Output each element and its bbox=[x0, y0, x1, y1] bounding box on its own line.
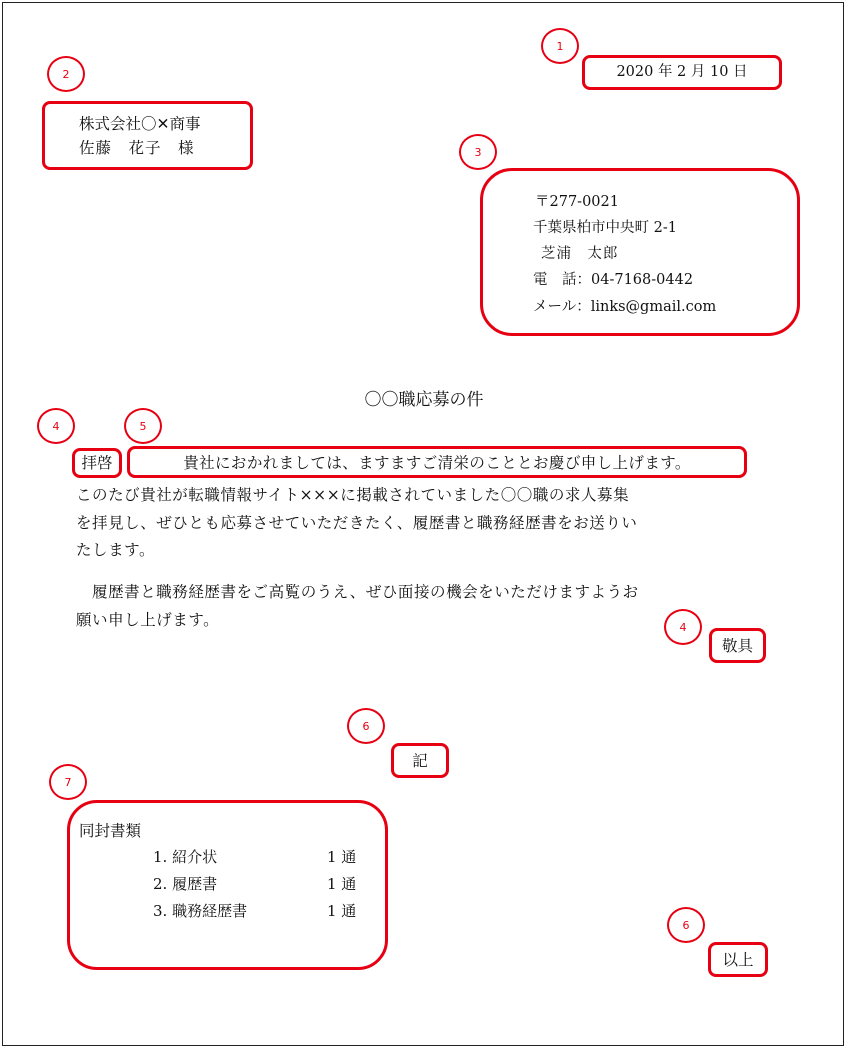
marker-4-closing: 4 bbox=[664, 609, 702, 645]
marker-6-ki: 6 bbox=[347, 708, 385, 744]
marker-5: 5 bbox=[124, 408, 162, 444]
paragraph2-line: 願い申し上げます。 bbox=[76, 611, 220, 629]
sender-phone: 電 話：04-7168-0442 bbox=[533, 272, 694, 288]
sender-name: 芝浦 太郎 bbox=[541, 246, 619, 262]
greeting-text: 貴社におかれましては、ますますご清栄のこととお慶び申し上げます。 bbox=[183, 454, 691, 472]
letter-subject: 〇〇職応募の件 bbox=[364, 390, 484, 410]
marker-7: 7 bbox=[49, 764, 87, 800]
sender-email: メール：links@gmail.com bbox=[533, 299, 717, 315]
paragraph1-line: このたび貴社が転職情報サイト×××に掲載されていました〇〇職の求人募集 bbox=[76, 486, 630, 504]
enclosure-item-qty: 1 通 bbox=[327, 902, 357, 920]
marker-6-end: 6 bbox=[667, 907, 705, 943]
paragraph1-line: を拝見し、ぜひとも応募させていただきたく、履歴書と職務経歴書をお送りい bbox=[76, 514, 638, 532]
marker-2: 2 bbox=[47, 56, 85, 92]
ki-word: 記 bbox=[412, 752, 428, 770]
opening-word: 拝啓 bbox=[81, 454, 113, 472]
sender-address: 千葉県柏市中央町 2-1 bbox=[533, 220, 677, 236]
letter-date: 2020 年 2 月 10 日 bbox=[616, 64, 748, 80]
enclosure-heading: 同封書類 bbox=[79, 822, 142, 840]
end-word: 以上 bbox=[722, 951, 754, 969]
enclosure-item-qty: 1 通 bbox=[327, 848, 357, 866]
marker-4-opening: 4 bbox=[37, 408, 75, 444]
sender-postal: 〒277-0021 bbox=[535, 194, 619, 210]
marker-3: 3 bbox=[459, 134, 497, 170]
paragraph2-line: 履歴書と職務経歴書をご高覧のうえ、ぜひ面接の機会をいただけますようお bbox=[76, 583, 639, 601]
enclosure-item-label: 3. 職務経歴書 bbox=[153, 902, 248, 920]
enclosure-item-label: 2. 履歴書 bbox=[153, 875, 218, 893]
enclosure-item-label: 1. 紹介状 bbox=[153, 848, 218, 866]
recipient-company: 株式会社〇✕商事 bbox=[79, 115, 201, 133]
enclosure-item-qty: 1 通 bbox=[327, 875, 357, 893]
closing-word: 敬具 bbox=[721, 637, 753, 655]
paragraph1-line: たします。 bbox=[76, 541, 156, 559]
marker-1: 1 bbox=[541, 28, 579, 64]
recipient-name: 佐藤 花子 様 bbox=[79, 139, 195, 157]
